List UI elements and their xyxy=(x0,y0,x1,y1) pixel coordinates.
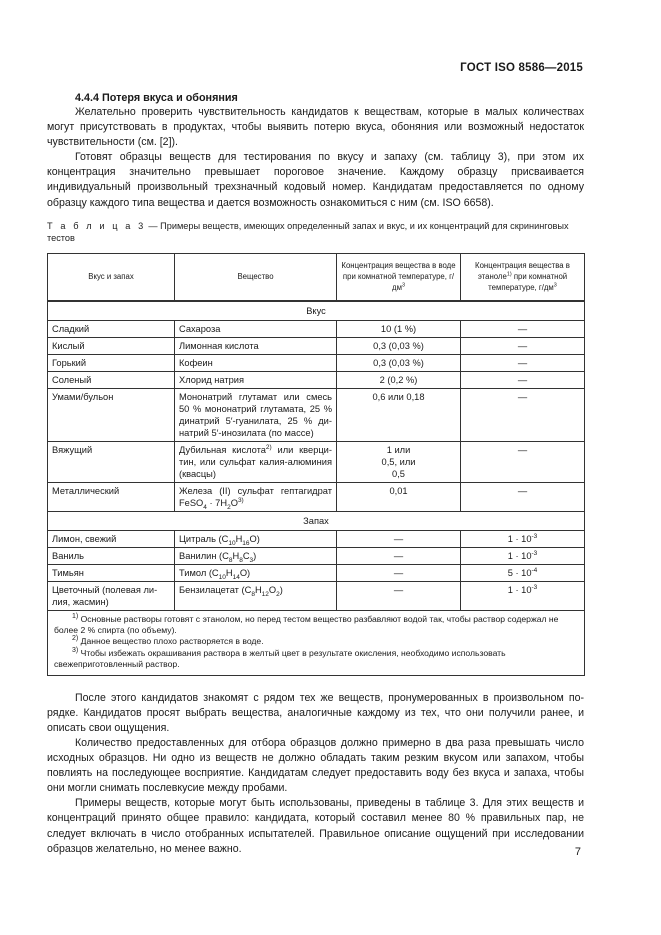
cell-water: 0,6 или 0,18 xyxy=(337,388,461,441)
table-row xyxy=(48,354,585,371)
table-row xyxy=(48,441,585,482)
table-row xyxy=(48,337,585,354)
header-ethanol-concentration: Концентрация вещества в этаноле$^{1)}$ при комнатной температуре, $г/дм^3$ xyxy=(461,253,585,301)
paragraph: После этого кандидатов знакомят с рядом тех же веществ, пронумерованных в произвольном порядке. Кандидатов просят выбрать вещества, аналогичные каждому из тех, что они получили ранее, и описать свои ощущения. xyxy=(47,691,584,734)
cell-ethanol: — xyxy=(461,371,585,388)
cell-substance: Бензилацетат $(C_8H_{12}O_2)$ xyxy=(175,581,337,610)
table-row xyxy=(48,547,585,564)
paragraph: Желательно проверить чувствительность кандидатов к веществам, которые в малых количествах могут присутствовать в продуктах, чтобы выявить потерю вкуса, обоняния или возможный недостаток чувствительности (см. [2]). xyxy=(47,106,584,149)
table-row xyxy=(48,482,585,511)
cell-taste: Умами/бульон xyxy=(48,388,175,441)
header-taste-smell: Вкус и запах xyxy=(48,253,175,301)
cell-taste: Вяжущий xyxy=(48,441,175,482)
substances-table xyxy=(47,253,585,676)
cell-ethanol: $1 \cdot 10^{-3}$ xyxy=(461,547,585,564)
cell-taste: Кислый xyxy=(48,337,175,354)
paragraph: Количество предоставленных для отбора образцов должно примерно в два раза превышать число исходных образцов. Ни одно из веществ не должно обладать таким резким вкусом или запахом, чтобы повлиять на последующее восприятие. Кандидатам следует предоставить воду без вкуса и запаха, чтобы они могли снимать послевкусие между пробами. xyxy=(47,736,584,795)
cell-smell: Цветочный (полевая лилия, жасмин) xyxy=(48,581,175,610)
table-row xyxy=(48,388,585,441)
cell-substance: Мононатрий глутамат или смесь 50 % мононатрий глутамата, 25 % динатрий 5′-гуанилата, 25 % динатрий 5′-инозилата (по массе) xyxy=(175,388,337,441)
cell-smell: Ваниль xyxy=(48,547,175,564)
paragraph: Готовят образцы веществ для тестирования по вкусу и запаху (см. таблицу 3), при этом их концентрация значительно превышает пороговое значение. Каждому образцу присваивается индивидуальный произвольный трехзначный кодовый номер. Кандидатам предоставляется по одному образцу каждого типа вещества и дается возможность ознакомиться с ним (см. ISO 6658). xyxy=(47,151,584,209)
table-row xyxy=(48,371,585,388)
table-caption-label: Т а б л и ц а 3 xyxy=(47,220,146,231)
table-notes xyxy=(48,610,585,675)
table-section-row xyxy=(48,511,585,530)
cell-water: — xyxy=(337,547,461,564)
cell-substance: Дубильная кислота$^{2)}$ или кверцитин, или сульфат калия-алюминия (квасцы) xyxy=(175,441,337,482)
cell-substance: Цитраль $(C_{10}H_{16}O)$ xyxy=(175,530,337,547)
cell-water: — xyxy=(337,530,461,547)
cell-ethanol: — xyxy=(461,320,585,337)
cell-ethanol: $5 \cdot 10^{-4}$ xyxy=(461,564,585,581)
table-note: $^{1)}$ Основные растворы готовят с этанолом, но перед тестом вещество разбавляют водой так, чтобы раствор содержал не более 2 % спирта (по объему). xyxy=(54,612,559,636)
cell-substance: Лимонная кислота xyxy=(175,337,337,354)
cell-water: 2 (0,2 %) xyxy=(337,371,461,388)
cell-substance: Хлорид натрия xyxy=(175,371,337,388)
cell-taste: Горький xyxy=(48,354,175,371)
cell-ethanol: — xyxy=(461,441,585,482)
cell-substance: Железа (II) сульфат гептагидрат FeSO$_4$ · $7H_2O^{3)}$ xyxy=(175,482,337,511)
table-row xyxy=(48,581,585,610)
cell-ethanol: $1 \cdot 10^{-3}$ xyxy=(461,581,585,610)
cell-water: 10 (1 %) xyxy=(337,320,461,337)
cell-substance: Сахароза xyxy=(175,320,337,337)
cell-ethanol: — xyxy=(461,337,585,354)
cell-smell: Тимьян xyxy=(48,564,175,581)
table-caption-text: — Примеры веществ, имеющих определенный запах и вкус, и их концентраций для скрининговых тестов xyxy=(47,220,569,244)
cell-ethanol: $1 \cdot 10^{-3}$ xyxy=(461,530,585,547)
cell-taste: Соленый xyxy=(48,371,175,388)
cell-water: — xyxy=(337,564,461,581)
table-row xyxy=(48,320,585,337)
cell-water: 0,3 (0,03 %) xyxy=(337,354,461,371)
page-number: 7 xyxy=(574,846,581,858)
table-note: $^{3)}$ Чтобы избежать окрашивания раствора в желтый цвет в результате окисления, необходимо использовать свежеприготовленный раствор. xyxy=(54,647,506,670)
section-title: 4.4.4 Потеря вкуса и обоняния xyxy=(75,92,238,104)
paragraph: Примеры веществ, которые могут быть использованы, приведены в таблице 3. Для этих веществ и концентраций принято общее правило: кандидата, который составил менее 80 % правильных пар, не следует включать в число отобранных испытателей. Правильное описание ощущений при исследовании образцов желательно, но менее важно. xyxy=(47,797,584,855)
section-taste: Вкус xyxy=(48,301,585,321)
section-smell: Запах xyxy=(48,511,585,530)
cell-water: 0,01 xyxy=(337,482,461,511)
cell-substance: Ванилин $(C_8H_8C_3)$ xyxy=(175,547,337,564)
cell-water: — xyxy=(337,581,461,610)
table-caption xyxy=(47,220,584,245)
document-id: ГОСТ ISO 8586—2015 xyxy=(460,62,583,74)
table-row xyxy=(48,530,585,547)
table-notes-row xyxy=(48,610,585,675)
cell-taste: Сладкий xyxy=(48,320,175,337)
cell-substance: Тимол $(C_{10}H_{14}O)$ xyxy=(175,564,337,581)
cell-smell: Лимон, свежий xyxy=(48,530,175,547)
cell-ethanol: — xyxy=(461,388,585,441)
cell-water: 0,3 (0,03 %) xyxy=(337,337,461,354)
cell-water: 1 или 0,5, или 0,5 xyxy=(337,441,461,482)
cell-ethanol: — xyxy=(461,482,585,511)
table-row xyxy=(48,564,585,581)
after-table-text xyxy=(47,691,584,857)
header-water-concentration: Концентрация вещества в воде при комнатной температуре, $г/дм^3$ xyxy=(337,253,461,301)
cell-taste: Металлический xyxy=(48,482,175,511)
table-header-row xyxy=(48,253,585,301)
page-content xyxy=(47,92,584,857)
table-section-row xyxy=(48,301,585,321)
table-note: $^{2)}$ Данное вещество плохо растворяется в воде. xyxy=(72,635,264,647)
cell-substance: Кофеин xyxy=(175,354,337,371)
cell-ethanol: — xyxy=(461,354,585,371)
header-substance: Вещество xyxy=(175,253,337,301)
